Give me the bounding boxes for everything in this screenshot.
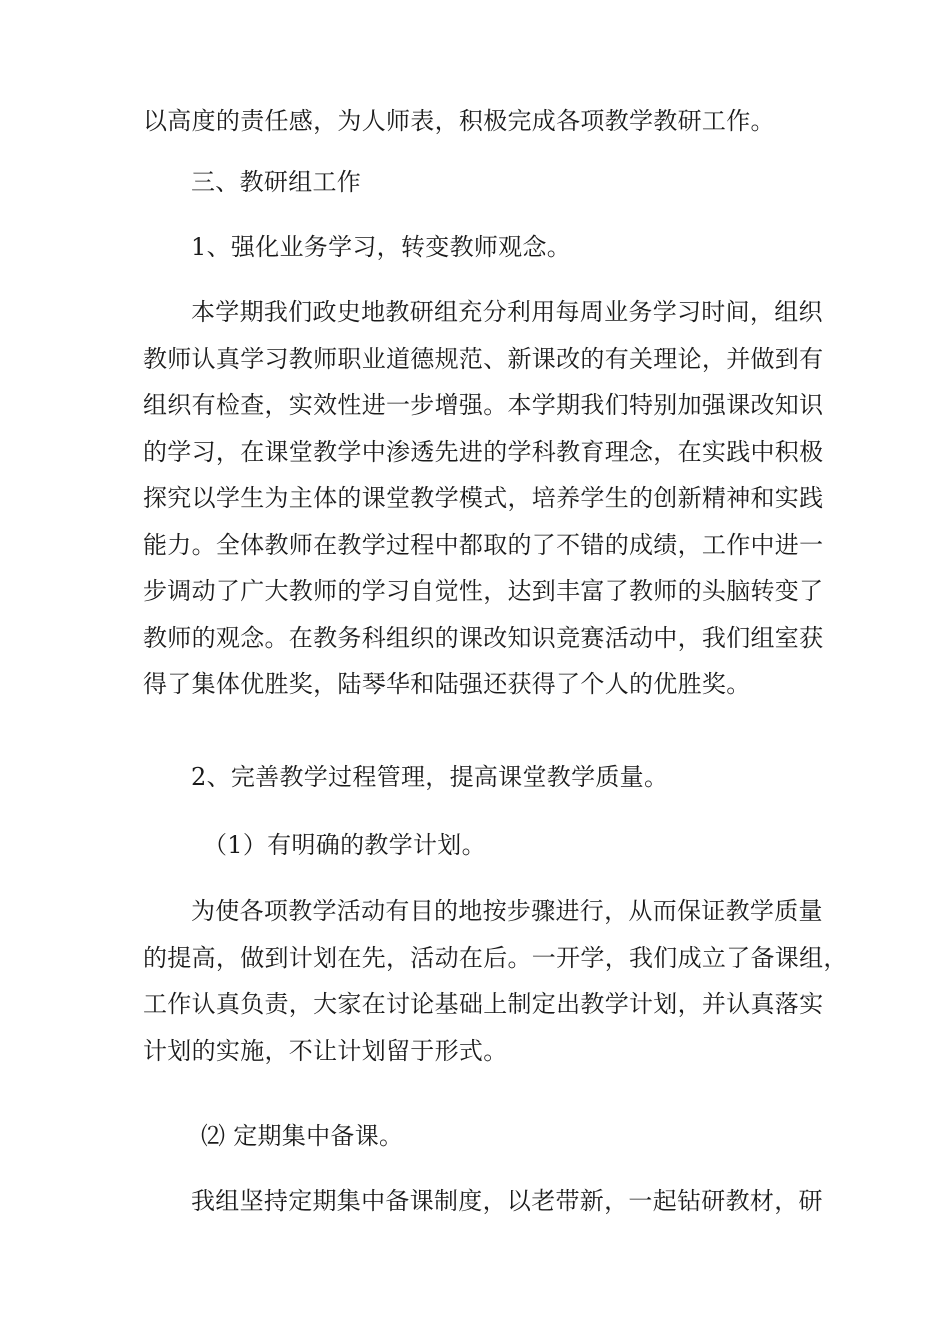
text-line: 本学期我们政史地教研组充分利用每周业务学习时间，组织 bbox=[191, 298, 823, 326]
heading-text: 三、教研组工作 bbox=[191, 168, 362, 196]
sub-subheading-1 bbox=[143, 822, 813, 869]
paragraph-plan bbox=[143, 888, 848, 1074]
paragraph-intro bbox=[143, 98, 813, 145]
sub-subheading-2 bbox=[143, 1113, 813, 1160]
paragraph-prep bbox=[143, 1178, 823, 1225]
text-line: 步调动了广大教师的学习自觉性，达到丰富了教师的头脑转变了 bbox=[143, 577, 824, 605]
text-line: 得了集体优胜奖，陆琴华和陆强还获得了个人的优胜奖。 bbox=[143, 670, 751, 698]
text-line: 组织有检查，实效性进一步增强。本学期我们特别加强课改知识 bbox=[143, 391, 824, 419]
paragraph-study bbox=[143, 289, 824, 708]
subheading-2 bbox=[143, 754, 813, 801]
text-line: 工作认真负责，大家在讨论基础上制定出教学计划，并认真落实 bbox=[143, 990, 824, 1018]
text-line: 教师的观念。在教务科组织的课改知识竞赛活动中，我们组室获 bbox=[143, 623, 824, 652]
sub-subheading-text: （1）有明确的教学计划。 bbox=[203, 831, 486, 859]
text-line: 教师认真学习教师职业道德规范、新课改的有关理论，并做到有 bbox=[143, 344, 824, 373]
text-line: 以高度的责任感，为人师表，积极完成各项教学教研工作。 bbox=[143, 107, 775, 135]
text-line: 能力。全体教师在教学过程中都取的了不错的成绩，工作中进一 bbox=[143, 530, 824, 559]
text-line: 的提高，做到计划在先，活动在后。一开学，我们成立了备课组， bbox=[143, 943, 848, 972]
subheading-text: 2、完善教学过程管理，提高课堂教学质量。 bbox=[191, 763, 669, 791]
text-line: 计划的实施，不让计划留于形式。 bbox=[143, 1036, 508, 1065]
subheading-1 bbox=[143, 224, 813, 271]
sub-subheading-text: ⑵ 定期集中备课。 bbox=[201, 1122, 404, 1150]
text-line: 为使各项教学活动有目的地按步骤进行，从而保证教学质量 bbox=[191, 897, 823, 925]
subheading-text: 1、强化业务学习，转变教师观念。 bbox=[191, 233, 572, 261]
text-line: 的学习，在课堂教学中渗透先进的学科教育理念，在实践中积极 bbox=[143, 437, 824, 466]
section-heading-3 bbox=[143, 159, 813, 206]
text-line: 探究以学生为主体的课堂教学模式，培养学生的创新精神和实践 bbox=[143, 484, 824, 512]
text-line: 我组坚持定期集中备课制度，以老带新，一起钻研教材，研 bbox=[191, 1187, 823, 1215]
